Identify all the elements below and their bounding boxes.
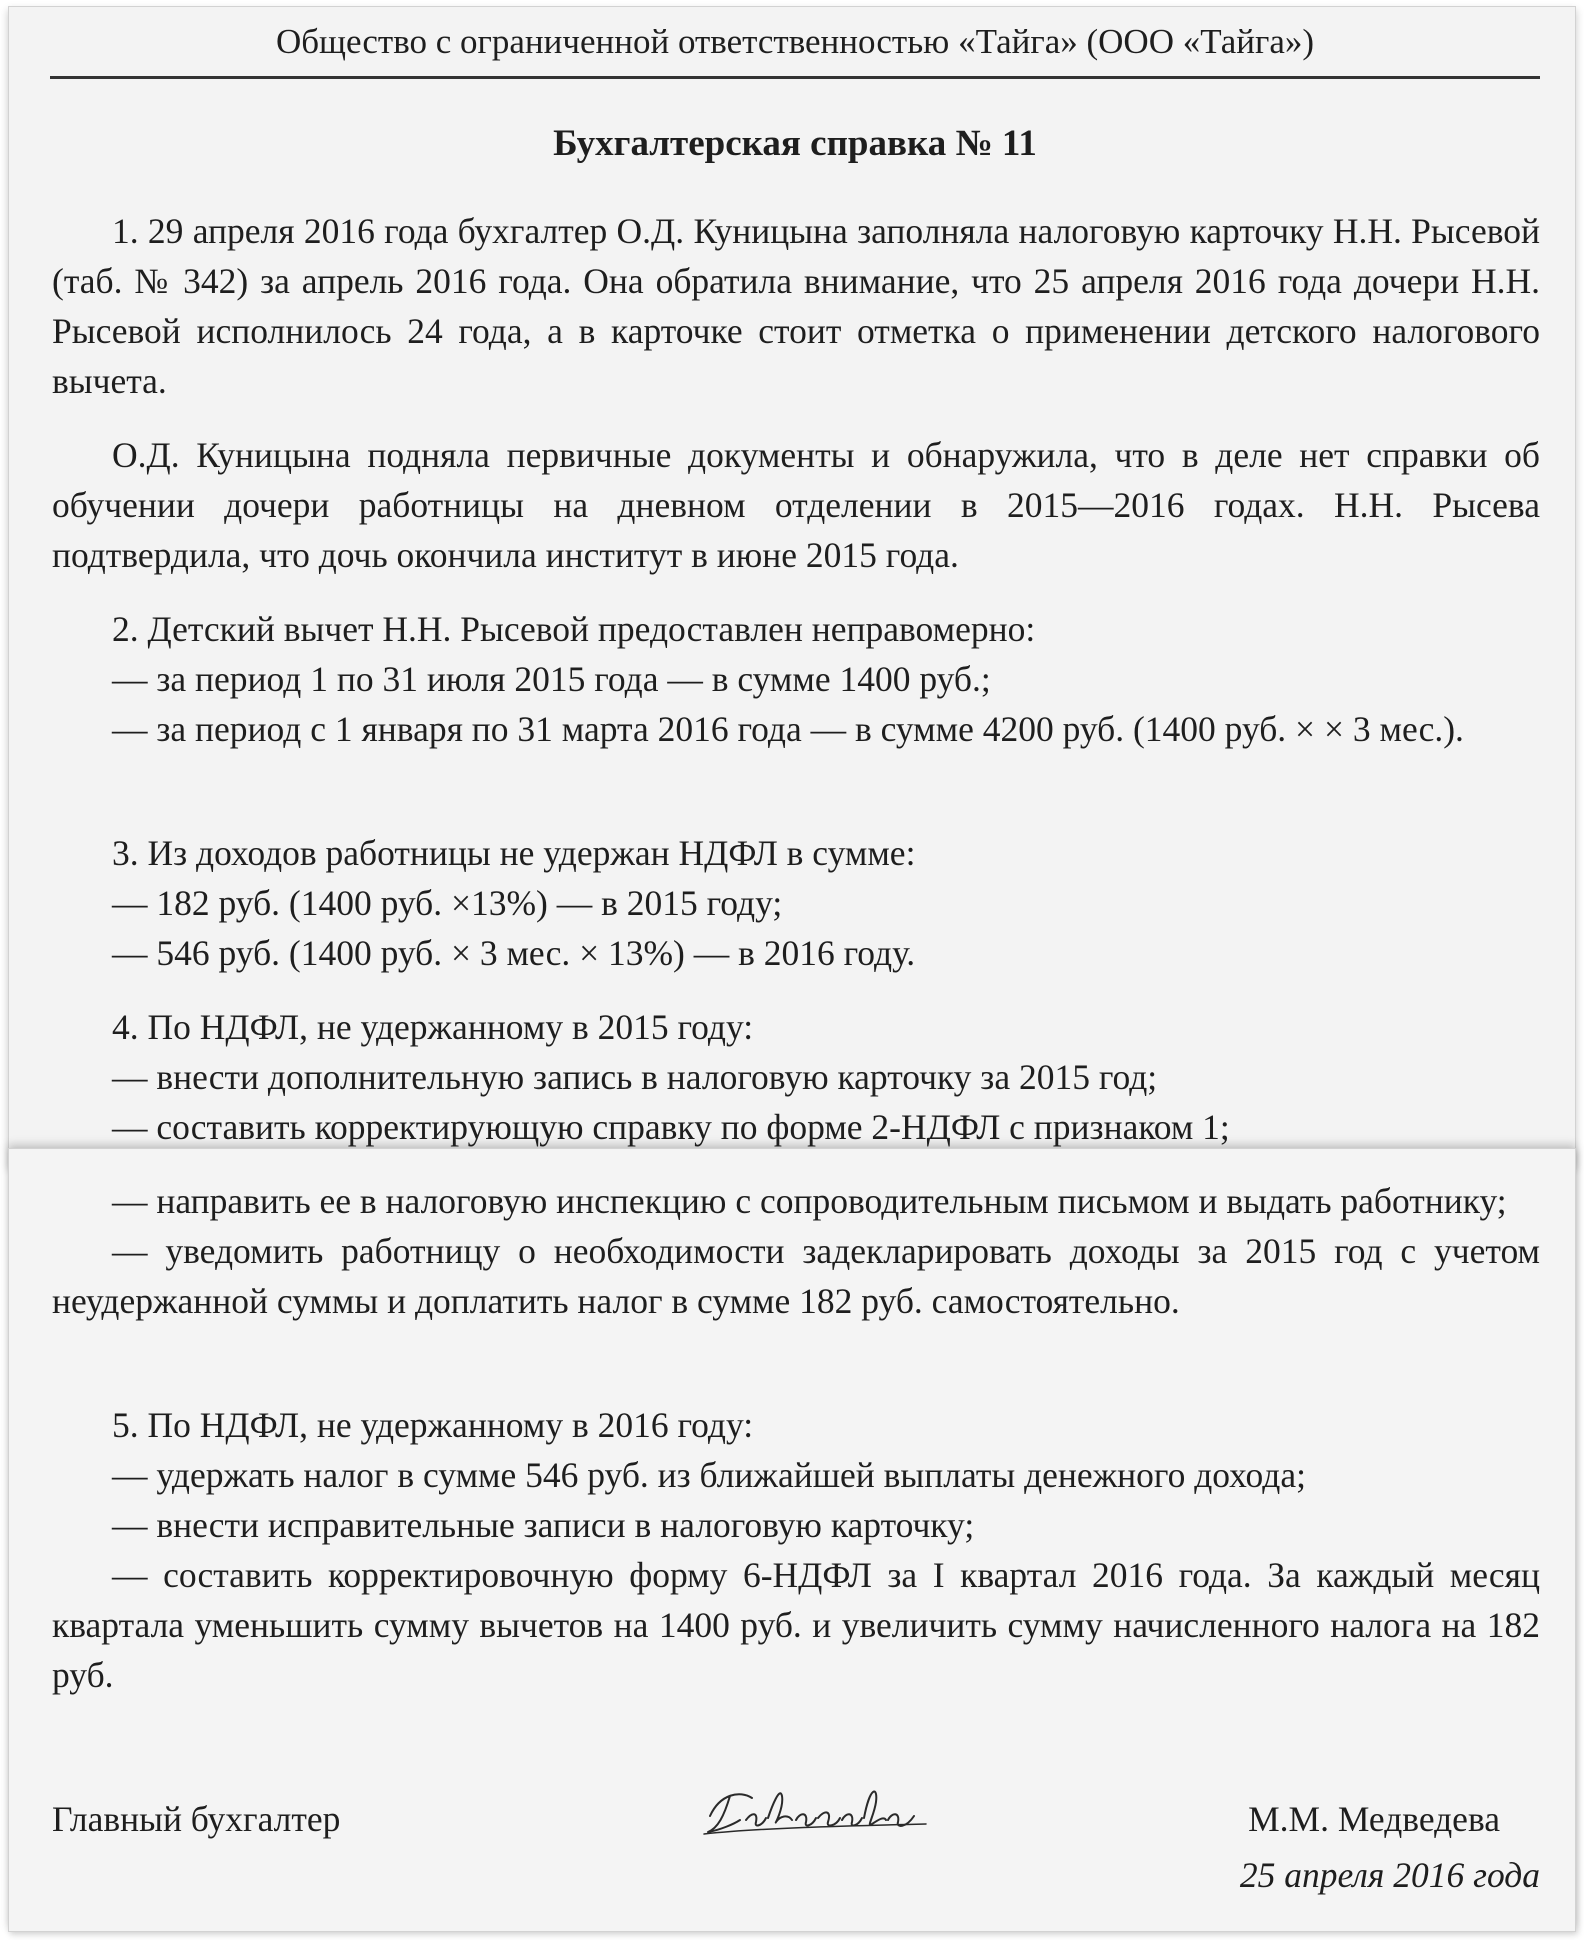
- paragraph-5-item-3: — направить ее в налоговую инспекцию с сопроводительным письмом и выдать работнику;: [112, 1181, 1507, 1221]
- paragraph-4-item-1: — 182 руб. (1400 руб. ×13%) — в 2015 году;: [112, 883, 783, 923]
- header-divider: [50, 76, 1540, 79]
- document-date: 25 апреля 2016 года: [1239, 1855, 1540, 1895]
- paragraph-5-item-2: — составить корректирующую справку по форме 2-НДФЛ с признаком 1;: [112, 1107, 1230, 1147]
- paragraph-6-item-2: — внести исправительные записи в налоговую карточку;: [112, 1505, 975, 1545]
- paragraph-6-heading: 5. По НДФЛ, не удержанному в 2016 году:: [112, 1405, 754, 1445]
- paragraph-3: [52, 604, 1540, 754]
- paragraph-5-part-2: [52, 1176, 1540, 1326]
- paragraph-4-heading: 3. Из доходов работницы не удержан НДФЛ в сумме:: [112, 833, 916, 873]
- paragraph-5-heading: 4. По НДФЛ, не удержанному в 2015 году:: [112, 1007, 754, 1047]
- paragraph-3-item-1: — за период 1 по 31 июля 2015 года — в сумме 1400 руб.;: [112, 659, 991, 699]
- signer-name: М.М. Медведева: [1248, 1799, 1500, 1839]
- paragraph-1: 1. 29 апреля 2016 года бухгалтер О.Д. Куницына заполняла налоговую карточку Н.Н. Рысевой (таб. № 342) за апрель 2016 года. Она обратила внимание, что 25 апреля 2016 года дочери Н.Н. Рысевой исполнилось 24 года, а в карточке стоит отметка о применении детского налогового вычета.: [52, 211, 1540, 401]
- document-title: Бухгалтерская справка № 11: [553, 123, 1037, 164]
- paragraph-6: [52, 1400, 1540, 1700]
- paragraph-5-part-1: [52, 1002, 1540, 1152]
- signer-position: Главный бухгалтер: [52, 1799, 341, 1839]
- paragraph-5-item-1: — внести дополнительную запись в налоговую карточку за 2015 год;: [112, 1057, 1158, 1097]
- paragraph-4-item-2: — 546 руб. (1400 руб. × 3 мес. × 13%) — в 2016 году.: [112, 933, 916, 973]
- paper-sheet-top: [8, 6, 1576, 1166]
- paragraph-3-item-2: — за период с 1 января по 31 марта 2016 года — в сумме 4200 руб. (1400 руб. × × 3 мес.).: [112, 709, 1464, 749]
- paragraph-2: О.Д. Куницына подняла первичные документы и обнаружила, что в деле нет справки об обучении дочери работницы на дневном отделении в 2015—2016 годах. Н.Н. Рысева подтвердила, что дочь окончила институт в июне 2015 года.: [52, 435, 1540, 575]
- paragraph-3-heading: 2. Детский вычет Н.Н. Рысевой предоставлен неправомерно:: [112, 609, 1036, 649]
- organization-name: Общество с ограниченной ответственностью «Тайга» (ООО «Тайга»): [275, 22, 1315, 61]
- handwritten-signature: [700, 1776, 930, 1846]
- paragraph-4: [52, 828, 1540, 978]
- paragraph-6-item-3: — составить корректировочную форму 6-НДФЛ за I квартал 2016 года. За каждый месяц квартала уменьшить сумму вычетов на 1400 руб. и увеличить сумму начисленного налога на 182 руб.: [52, 1555, 1540, 1695]
- paragraph-5-item-4: — уведомить работницу о необходимости задекларировать доходы за 2015 год с учетом неудержанной суммы и доплатить налог в сумме 182 руб. самостоятельно.: [52, 1231, 1540, 1321]
- paragraph-6-item-1: — удержать налог в сумме 546 руб. из ближайшей выплаты денежного дохода;: [112, 1455, 1306, 1495]
